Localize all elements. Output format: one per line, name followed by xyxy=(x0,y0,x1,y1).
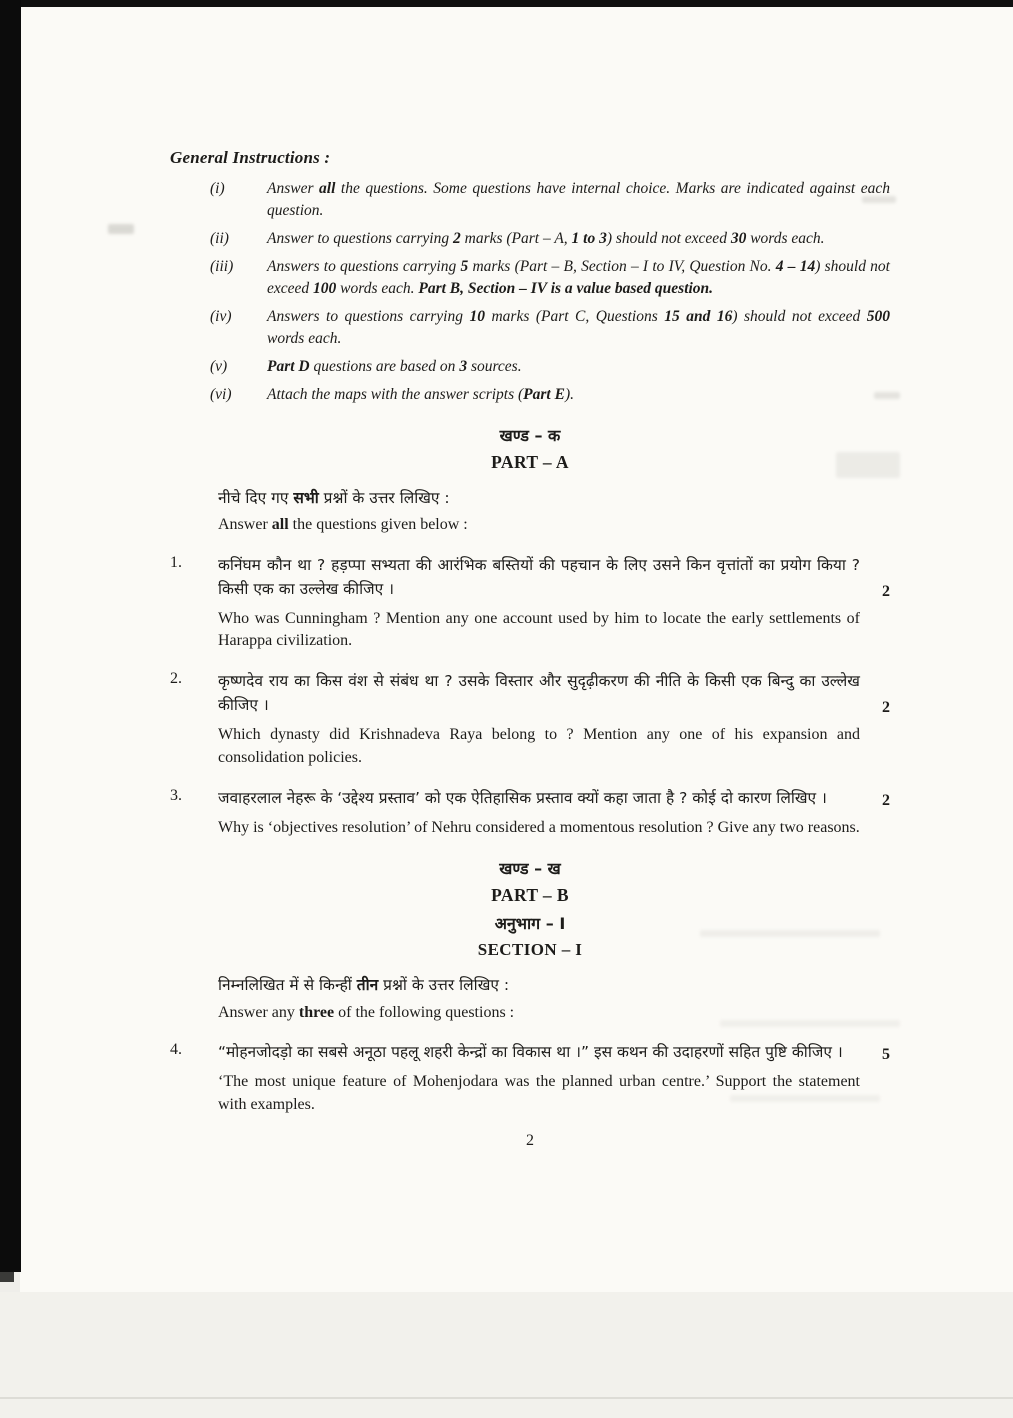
page-content xyxy=(170,148,890,1150)
question-number: 3. xyxy=(170,786,182,804)
scan-edge-left xyxy=(0,0,21,1272)
text-segment: Answer to questions carrying xyxy=(267,230,453,247)
instruction-text xyxy=(267,384,890,406)
text-segment: नीचे दिए गए xyxy=(218,489,294,507)
text-segment: marks (Part C, Questions xyxy=(484,308,665,325)
text-segment: sources. xyxy=(467,358,522,375)
instruction-item xyxy=(210,356,890,378)
text-segment: marks (Part – B, Section – I to IV, Question No. xyxy=(468,258,776,275)
question-marks: 5 xyxy=(882,1046,890,1063)
instruction-text xyxy=(267,256,890,300)
question-4 xyxy=(170,1040,890,1116)
page-number: 2 xyxy=(526,1132,534,1150)
instruction-item xyxy=(210,228,890,250)
instruction-number: (v) xyxy=(210,358,228,375)
text-segment: Answers to questions carrying xyxy=(267,308,470,325)
instruction-item xyxy=(210,178,890,222)
part-a-heading-hindi: खण्ड – क xyxy=(499,426,561,445)
question-3 xyxy=(170,786,890,840)
section-1-heading-english: SECTION – I xyxy=(477,940,583,960)
text-segment: 10 xyxy=(469,308,485,325)
question-marks: 2 xyxy=(882,791,890,809)
text-segment: प्रश्नों के उत्तर लिखिए : xyxy=(318,489,450,507)
text-segment: all xyxy=(271,516,289,534)
text-segment: सभी xyxy=(293,489,319,507)
scan-edge-top xyxy=(0,0,1013,7)
instruction-number: (ii) xyxy=(210,230,229,247)
instruction-item xyxy=(210,256,890,300)
question-number: 4. xyxy=(170,1040,182,1058)
question-body xyxy=(218,669,890,769)
question-1 xyxy=(170,553,890,653)
text-segment: 15 and 16 xyxy=(664,308,733,325)
question-body xyxy=(218,786,890,840)
part-a-intro-hindi xyxy=(218,487,890,509)
question-text-english: ‘The most unique feature of Mohenjodara was the planned urban centre.’ Support the statement with examples. xyxy=(218,1073,860,1113)
question-text-english: Who was Cunningham ? Mention any one account used by him to locate the early settlements of Harappa civilization. xyxy=(218,609,860,650)
part-a-intro-english xyxy=(218,513,890,536)
text-segment: Part D xyxy=(267,358,310,375)
text-segment: the questions. Some questions have internal choice. Marks are indicated against each question. xyxy=(267,180,890,219)
question-marks: 2 xyxy=(882,582,890,600)
scan-fold-line xyxy=(0,1397,1013,1399)
text-segment: 1 to 3 xyxy=(571,230,607,247)
text-segment: all xyxy=(319,180,336,197)
text-segment: निम्नलिखित में से किन्हीं xyxy=(218,976,357,995)
text-segment: ) should not exceed xyxy=(732,308,867,325)
part-b-intro-english xyxy=(218,1001,890,1024)
instruction-number: (vi) xyxy=(210,386,232,403)
text-segment: Answer any xyxy=(218,1003,299,1021)
text-segment: 100 xyxy=(313,280,337,297)
text-segment: Attach the maps with the answer scripts ( xyxy=(267,386,524,403)
text-segment: ) should not exceed xyxy=(606,230,731,247)
text-segment: 500 xyxy=(866,308,890,325)
text-segment: marks (Part – A, xyxy=(460,230,572,247)
question-text-hindi: जवाहरलाल नेहरू के ‘उद्देश्य प्रस्ताव’ को एक ऐतिहासिक प्रस्ताव क्यों कहा जाता है ? कोई दो कारण लिखिए । xyxy=(218,788,827,807)
text-segment: the questions given below : xyxy=(288,516,468,534)
question-number: 1. xyxy=(170,553,182,571)
text-segment: 30 xyxy=(730,230,747,247)
text-segment: 4 – 14 xyxy=(775,258,816,275)
text-segment: Answer xyxy=(267,180,320,197)
instruction-text xyxy=(267,178,890,222)
question-2 xyxy=(170,669,890,769)
scan-artifact xyxy=(108,224,134,234)
text-segment: प्रश्नों के उत्तर लिखिए : xyxy=(378,976,510,995)
question-text-hindi: कनिंघम कौन था ? हड़प्पा सभ्यता की आरंभिक बस्तियों की पहचान के लिए उसने किन वृत्तांतों का प्रयोग किया ? किसी एक का उल्लेख कीजिए । xyxy=(218,555,860,598)
instruction-number: (iv) xyxy=(210,308,232,325)
text-segment: ) should not exceed xyxy=(267,258,890,297)
instruction-item xyxy=(210,306,890,350)
text-segment: ). xyxy=(564,386,574,403)
part-b-heading-hindi: खण्ड – ख xyxy=(499,859,561,879)
question-text-hindi: “मोहनजोदड़ो का सबसे अनूठा पहलू शहरी केन्द्रों का विकास था ।” इस कथन की उदाहरणों सहित पुष्टि कीजिए । xyxy=(218,1042,843,1061)
section-1-heading-hindi: अनुभाग – I xyxy=(494,914,566,934)
instruction-text xyxy=(267,306,890,350)
question-text-english: Which dynasty did Krishnadeva Raya belong to ? Mention any one of his expansion and consolidation policies. xyxy=(218,726,860,766)
text-segment: 5 xyxy=(460,258,469,275)
part-b-intro-hindi xyxy=(218,974,890,996)
part-a-heading-english: PART – A xyxy=(491,452,569,472)
scan-background xyxy=(0,1292,1013,1418)
text-segment: 2 xyxy=(453,230,461,247)
instruction-text xyxy=(267,356,890,378)
text-segment: words each. xyxy=(746,230,825,247)
question-marks: 2 xyxy=(882,699,890,717)
text-segment: Answers to questions carrying xyxy=(267,258,461,275)
question-body xyxy=(218,1040,890,1116)
question-number: 2. xyxy=(170,670,182,688)
text-segment: of the following questions : xyxy=(334,1003,515,1021)
text-segment: Part E xyxy=(523,386,565,403)
instruction-text xyxy=(267,228,890,250)
text-segment: 3 xyxy=(459,358,468,375)
text-segment: questions are based on xyxy=(309,358,460,375)
instruction-number: (i) xyxy=(210,180,225,197)
question-text-english: Why is ‘objectives resolution’ of Nehru considered a momentous resolution ? Give any two reasons. xyxy=(218,818,860,836)
question-text-hindi: कृष्णदेव राय का किस वंश से संबंध था ? उसके विस्तार और सुदृढ़ीकरण की नीति के किसी एक बिन्दु का उल्लेख कीजिए । xyxy=(218,672,860,715)
text-segment: Part B, Section – IV is a value based question. xyxy=(418,280,714,297)
text-segment: three xyxy=(298,1003,335,1021)
scan-edge-left-tail xyxy=(0,1272,14,1282)
part-b-heading-english: PART – B xyxy=(491,885,569,906)
instruction-item xyxy=(210,384,890,406)
text-segment: Answer xyxy=(218,516,272,534)
text-segment: words each. xyxy=(336,280,419,297)
general-instructions-title: General Instructions : xyxy=(170,148,331,167)
text-segment: words each. xyxy=(267,330,342,347)
text-segment: तीन xyxy=(356,976,379,995)
question-body xyxy=(218,553,890,653)
instruction-number: (iii) xyxy=(210,258,234,275)
